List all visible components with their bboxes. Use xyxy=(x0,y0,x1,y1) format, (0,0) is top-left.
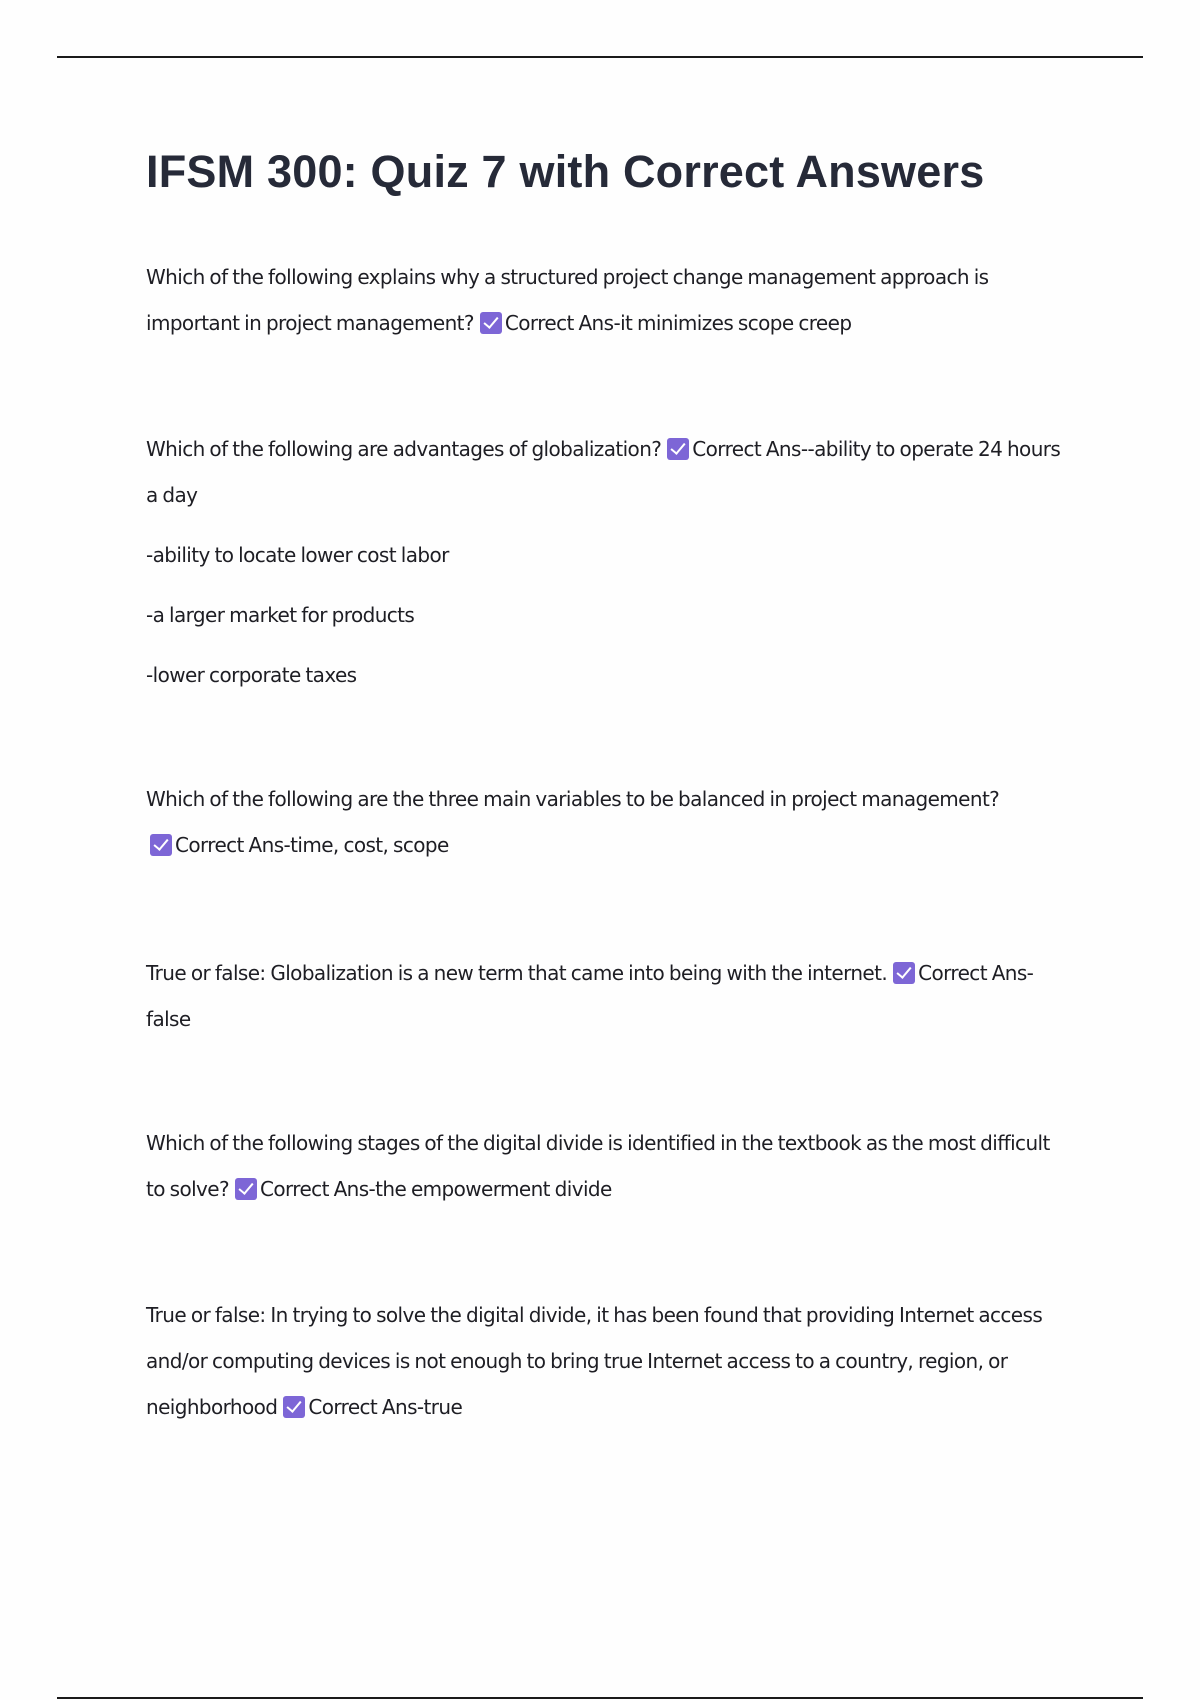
qa-item-2 xyxy=(146,426,1066,698)
answer-text: Correct Ans-true xyxy=(308,1395,463,1419)
question-text: True or false: In trying to solve the digital divide, it has been found that providing Internet access and/or computing devices is not enough to bring true Internet access to a country, region, or neighborhood xyxy=(146,1303,1043,1419)
qa-item-4 xyxy=(146,950,1066,1042)
qa-paragraph xyxy=(146,254,1066,346)
qa-item-1 xyxy=(146,254,1066,346)
answer-text: Correct Ans-it minimizes scope creep xyxy=(504,311,852,335)
qa-item-6 xyxy=(146,1292,1066,1430)
question-text: True or false: Globalization is a new term that came into being with the internet. xyxy=(146,961,888,985)
check-box-icon xyxy=(235,1178,257,1200)
question-text: Which of the following stages of the digital divide is identified in the textbook as the most difficult to solve? xyxy=(146,1131,1050,1201)
check-box-icon xyxy=(480,312,502,334)
answer-text: Correct Ans-false xyxy=(146,961,1034,1031)
question-text: Which of the following are the three main variables to be balanced in project management? xyxy=(146,787,1000,811)
qa-paragraph xyxy=(146,1120,1066,1212)
qa-paragraph xyxy=(146,426,1066,518)
answer-line: -a larger market for products xyxy=(146,603,415,627)
check-box-icon xyxy=(283,1396,305,1418)
qa-list xyxy=(146,254,1066,1430)
qa-paragraph xyxy=(146,776,1066,868)
qa-paragraph xyxy=(146,950,1066,1042)
document-body xyxy=(146,140,1066,1430)
question-text: Which of the following are advantages of globalization? xyxy=(146,437,662,461)
check-box-icon xyxy=(893,962,915,984)
page-title: IFSM 300: Quiz 7 with Correct Answers xyxy=(146,146,985,197)
answer-text: Correct Ans-time, cost, scope xyxy=(175,833,449,857)
check-box-icon xyxy=(667,438,689,460)
qa-paragraph xyxy=(146,1292,1066,1430)
answer-line: -lower corporate taxes xyxy=(146,663,357,687)
qa-item-5 xyxy=(146,1120,1066,1212)
bottom-divider xyxy=(57,1697,1143,1699)
question-text: Which of the following explains why a structured project change management approach is important in project management? xyxy=(146,265,989,335)
top-divider xyxy=(57,56,1143,58)
qa-item-3 xyxy=(146,776,1066,868)
check-box-icon xyxy=(150,834,172,856)
answer-line: -ability to locate lower cost labor xyxy=(146,543,449,567)
answer-text: Correct Ans-the empowerment divide xyxy=(260,1177,612,1201)
answer-text: Correct Ans--ability to operate 24 hours a day xyxy=(146,437,1061,507)
